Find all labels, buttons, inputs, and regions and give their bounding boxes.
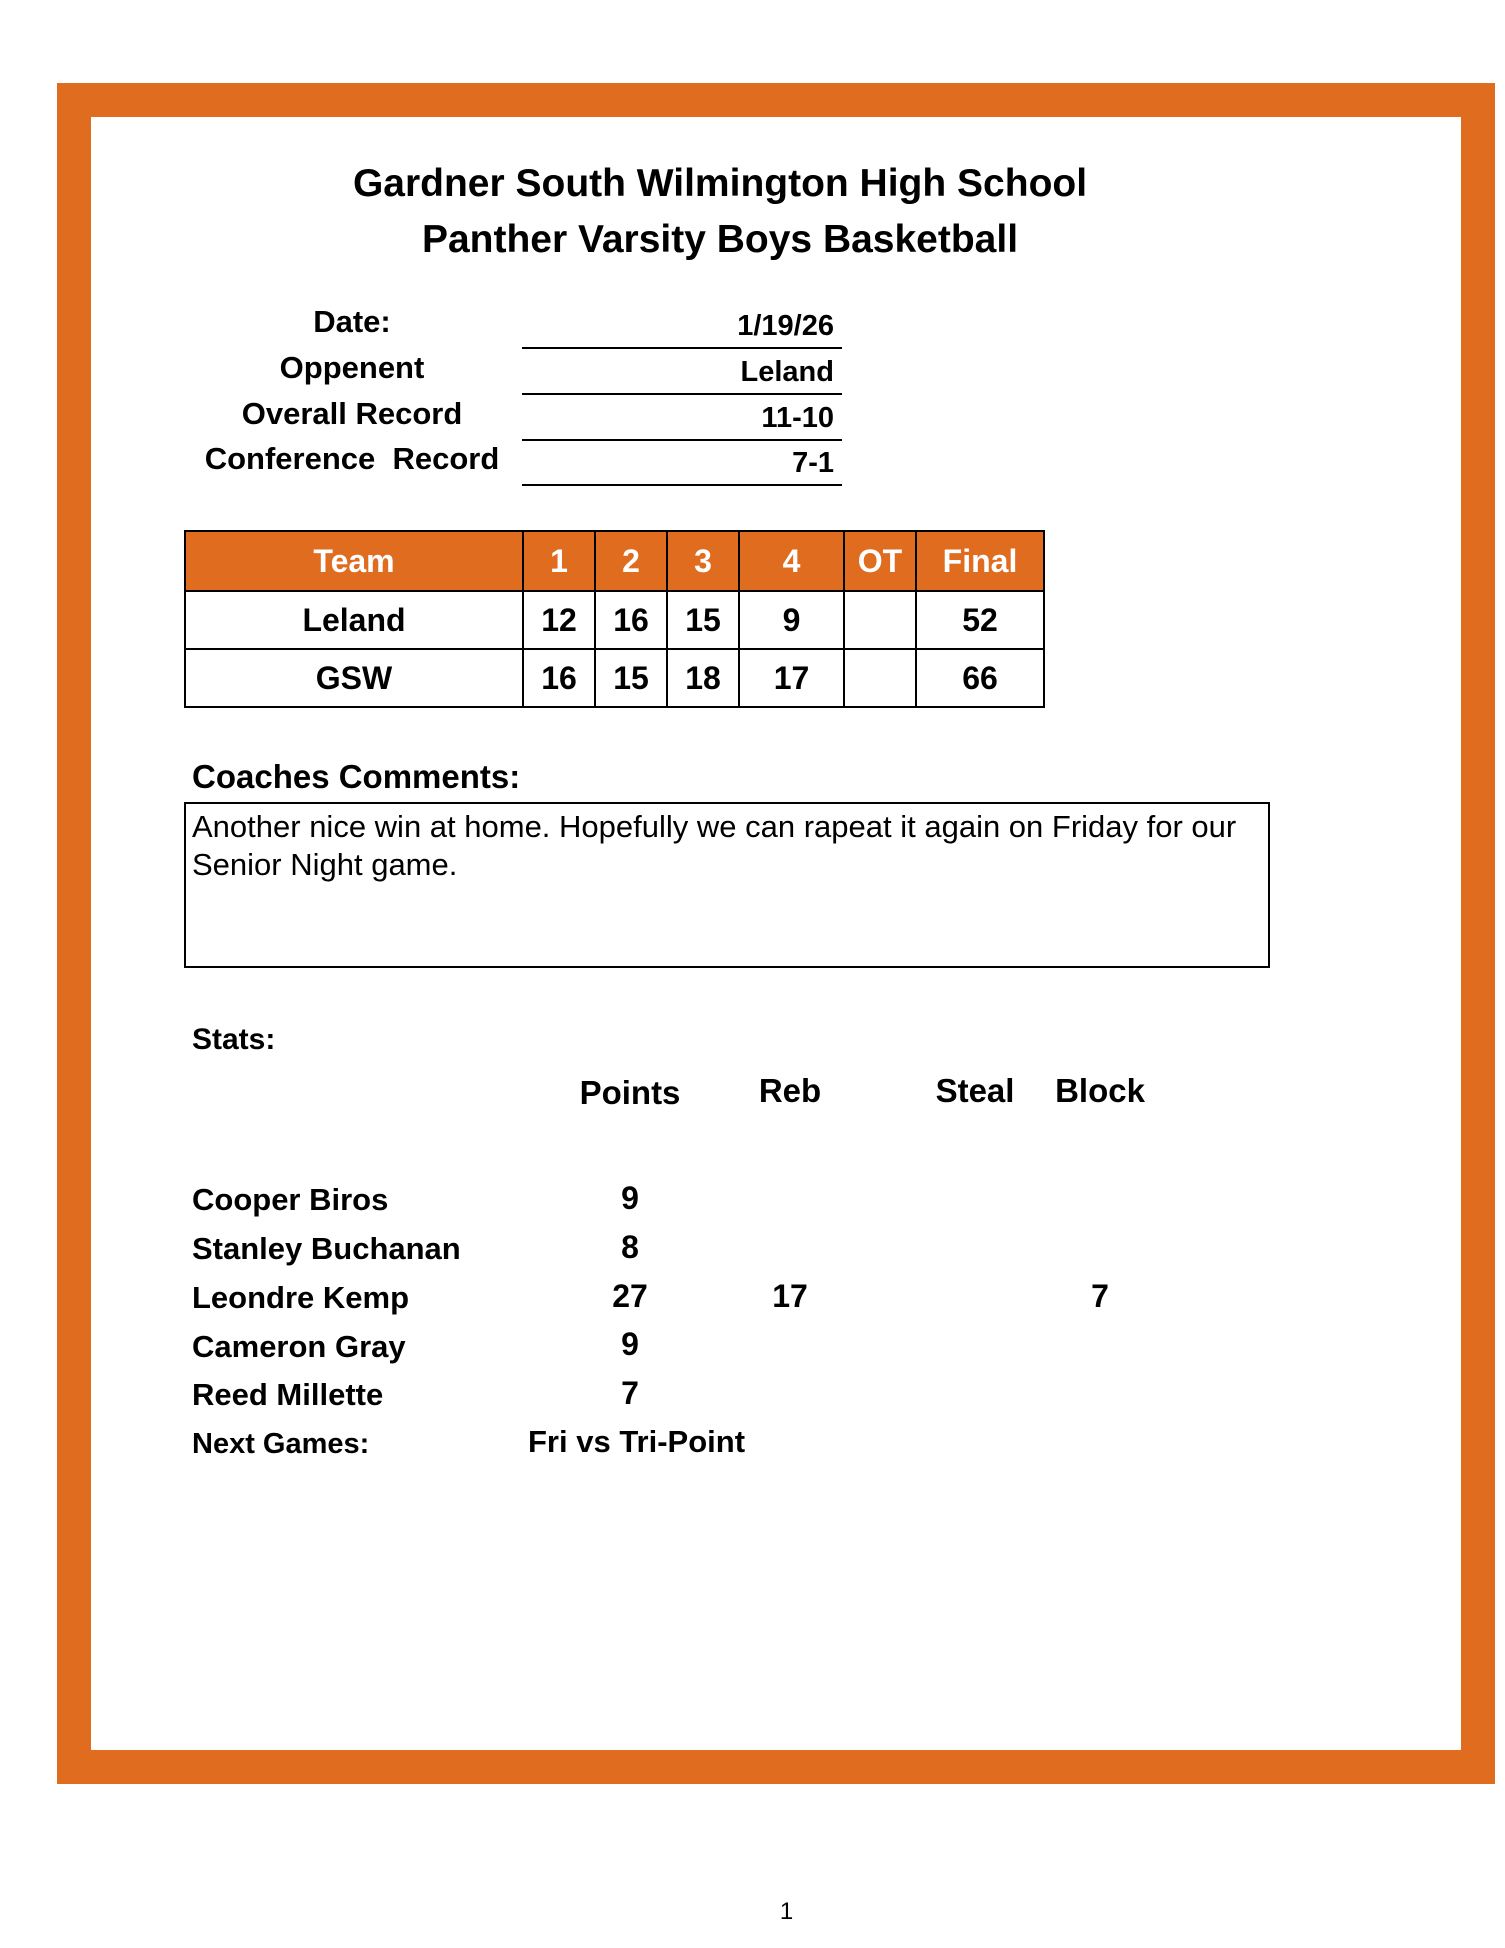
player-points: 8	[621, 1229, 639, 1265]
q3-score: 18	[667, 649, 739, 707]
header-q2: 2	[595, 531, 667, 591]
scoreboard-table	[184, 530, 1045, 708]
page-number: 1	[779, 1898, 794, 1925]
scoreboard-header-row	[185, 531, 1044, 591]
q4-score: 9	[739, 591, 844, 649]
col-reb: Reb	[758, 1072, 822, 1109]
comments-text: Another nice win at home. Hopefully we can rapeat it again on Friday for our Senior Night game.	[184, 802, 1270, 968]
q4-score: 17	[739, 649, 844, 707]
header-q3: 3	[667, 531, 739, 591]
next-games-label: Next Games:	[192, 1428, 370, 1460]
player-name: Cameron Gray	[192, 1329, 406, 1364]
conference-record-value: 7-1	[522, 443, 842, 486]
next-games-value: Fri vs Tri-Point	[528, 1424, 746, 1459]
team-name: GSW	[185, 649, 523, 707]
conference-record-label: Conference Record	[204, 441, 500, 476]
header-q4: 4	[739, 531, 844, 591]
player-name: Reed Millette	[192, 1377, 384, 1412]
table-row	[185, 591, 1044, 649]
player-points: 7	[621, 1375, 639, 1411]
overall-record-value: 11-10	[522, 398, 842, 441]
team-name: Leland	[185, 591, 523, 649]
final-score: 52	[916, 591, 1044, 649]
player-name: Stanley Buchanan	[192, 1231, 461, 1266]
header-final: Final	[916, 531, 1044, 591]
q1-score: 12	[523, 591, 595, 649]
comments-heading: Coaches Comments:	[192, 758, 521, 795]
table-row	[185, 649, 1044, 707]
date-value: 1/19/26	[522, 306, 842, 349]
player-points: 9	[621, 1326, 639, 1362]
ot-score	[844, 591, 916, 649]
player-reb: 17	[772, 1278, 808, 1314]
stats-heading: Stats:	[192, 1023, 276, 1056]
overall-record-label: Overall Record	[241, 396, 463, 431]
final-score: 66	[916, 649, 1044, 707]
opponent-value: Leland	[522, 352, 842, 395]
header-team: Team	[185, 531, 523, 591]
q2-score: 16	[595, 591, 667, 649]
q1-score: 16	[523, 649, 595, 707]
col-block: Block	[1055, 1072, 1145, 1109]
opponent-label: Oppenent	[279, 350, 425, 385]
player-points: 9	[621, 1180, 639, 1216]
player-points: 27	[612, 1278, 648, 1314]
col-points: Points	[579, 1074, 681, 1111]
team-title: Panther Varsity Boys Basketball	[421, 218, 1019, 261]
q2-score: 15	[595, 649, 667, 707]
player-name: Cooper Biros	[192, 1182, 389, 1217]
col-steal: Steal	[935, 1072, 1015, 1109]
header-q1: 1	[523, 531, 595, 591]
header-ot: OT	[844, 531, 916, 591]
q3-score: 15	[667, 591, 739, 649]
date-label: Date:	[313, 304, 391, 339]
player-name: Leondre Kemp	[192, 1280, 410, 1315]
player-block: 7	[1091, 1278, 1109, 1314]
ot-score	[844, 649, 916, 707]
school-title: Gardner South Wilmington High School	[352, 162, 1088, 205]
